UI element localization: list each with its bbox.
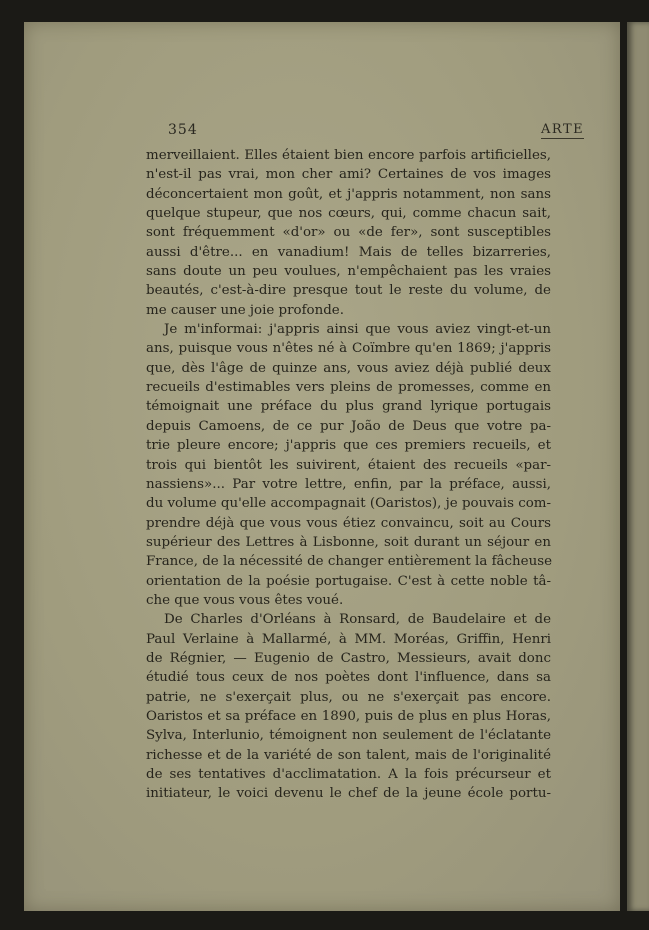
text-line: déconcertaient mon goût, et j'appris notamment, non sans: [146, 186, 551, 202]
text-line: aussi d'être... en vanadium! Mais de telles bizarreries,: [146, 244, 551, 260]
text-line: merveillaient. Elles étaient bien encore parfois artificielles,: [146, 148, 551, 163]
text-line: de Régnier, — Eugenio de Castro, Messieurs, avait donc: [146, 650, 551, 666]
text-line: nassiens»... Par votre lettre, enfin, par la préface, aussi,: [146, 476, 551, 492]
text-line: du volume qu'elle accompagnait (Oaristos), je pouvais com-: [146, 496, 551, 512]
body-text: [146, 146, 551, 804]
text-line: prendre déjà que vous vous étiez convaincu, soit au Cours: [146, 515, 551, 531]
text-line: trois qui bientôt les suivirent, étaient des recueils «par-: [146, 457, 551, 473]
text-line: témoignait une préface du plus grand lyrique portugais: [146, 399, 551, 415]
text-line: recueils d'estimables vers pleins de promesses, comme en: [146, 380, 551, 396]
text-line: Oaristos et sa préface en 1890, puis de plus en plus Horas,: [146, 708, 551, 724]
page-number: 354: [168, 122, 198, 138]
text-line: que, dès l'âge de quinze ans, vous aviez déjà publié deux: [146, 360, 551, 376]
text-line: quelque stupeur, que nos cœurs, qui, comme chacun sait,: [146, 206, 551, 222]
text-line: sont fréquemment «d'or» ou «de fer», sont susceptibles: [146, 225, 551, 241]
text-line: Paul Verlaine à Mallarmé, à MM. Moréas, Griffin, Henri: [146, 631, 551, 647]
text-line: supérieur des Lettres à Lisbonne, soit durant un séjour en: [146, 534, 551, 550]
text-line: richesse et de la variété de son talent, mais de l'originalité: [146, 747, 551, 763]
running-head: ARTE: [541, 122, 585, 137]
text-line: Je m'informai: j'appris ainsi que vous aviez vingt-et-un: [164, 322, 551, 338]
text-line: France, de la nécessité de changer entièrement la fâcheuse: [146, 554, 552, 570]
next-page-edge: [627, 22, 649, 911]
text-line: ans, puisque vous n'êtes né à Coïmbre qu'en 1869; j'appris: [146, 341, 551, 357]
text-line: initiateur, le voici devenu le chef de la jeune école portu-: [146, 786, 551, 802]
text-line: sans doute un peu voulues, n'empêchaient pas les vraies: [146, 264, 551, 280]
text-line: depuis Camoens, de ce pur João de Deus que votre pa-: [146, 418, 551, 434]
text-line: patrie, ne s'exerçait plus, ou ne s'exerçait pas encore.: [146, 689, 551, 705]
text-line: De Charles d'Orléans à Ronsard, de Baudelaire et de: [164, 612, 551, 628]
text-line: orientation de la poésie portugaise. C'est à cette noble tâ-: [146, 573, 551, 589]
text-line: me causer une joie profonde.: [146, 302, 344, 318]
text-line: beautés, c'est-à-dire presque tout le reste du volume, de: [146, 283, 551, 299]
text-line: trie pleure encore; j'appris que ces premiers recueils, et: [146, 438, 551, 454]
text-line: étudié tous ceux de nos poètes dont l'influence, dans sa: [146, 670, 551, 686]
text-line: de ses tentatives d'acclimatation. A la fois précurseur et: [146, 767, 551, 782]
text-line: che que vous vous êtes voué.: [146, 592, 344, 608]
text-line: Sylva, Interlunio, témoignent non seulement de l'éclatante: [146, 728, 551, 744]
text-line: n'est-il pas vrai, mon cher ami? Certaines de vos images: [146, 167, 551, 183]
